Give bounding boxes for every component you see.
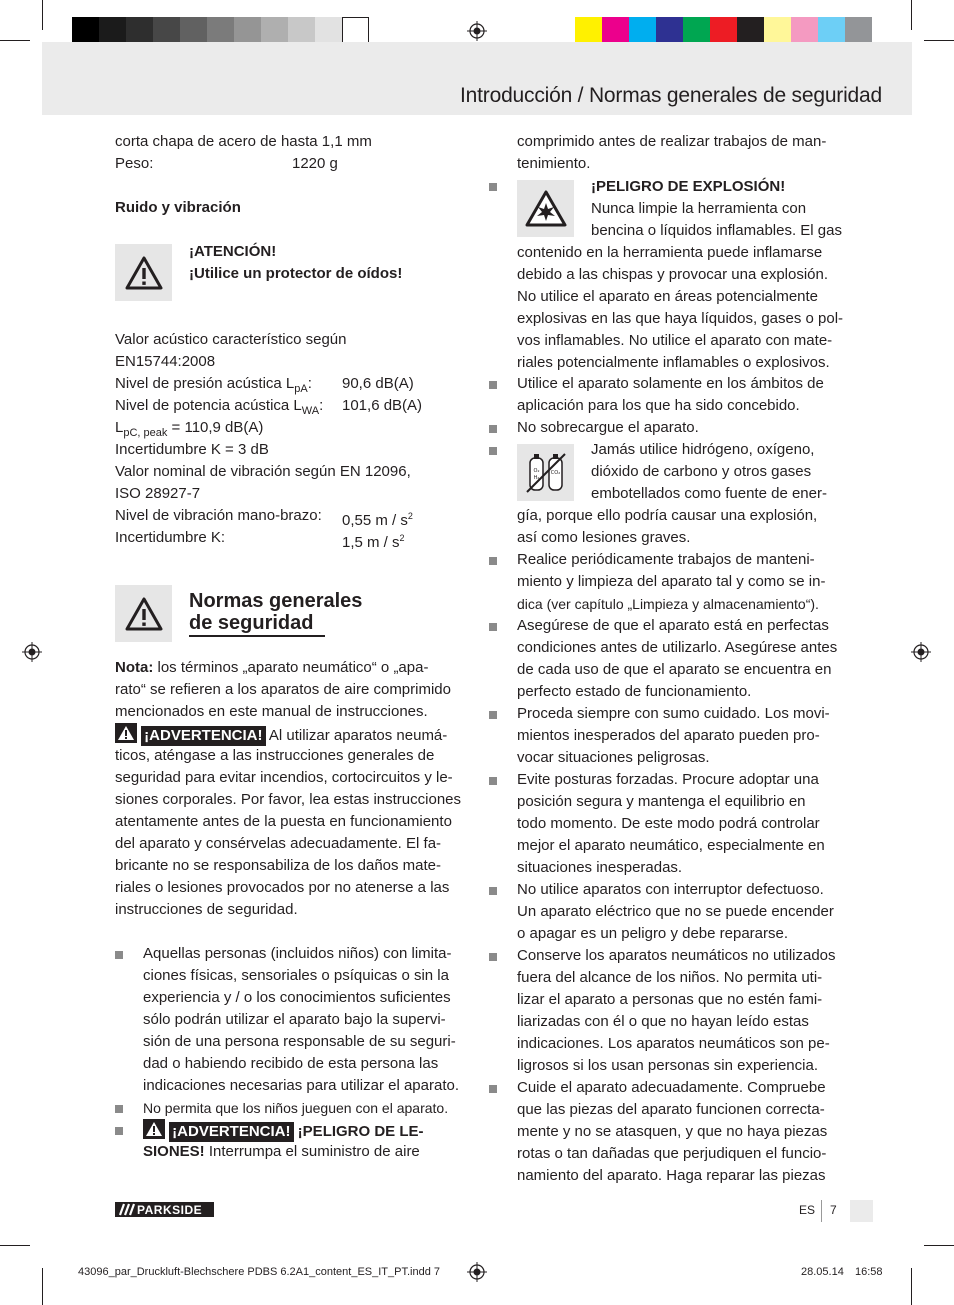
explosion-warning-icon: [524, 189, 568, 229]
text-line: dióxido de carbono y otros gases: [591, 463, 812, 480]
bullet-icon: [115, 951, 123, 959]
crop-mark: [911, 0, 912, 30]
acoustic-line: Valor acústico característico según: [115, 331, 347, 348]
registration-mark-icon: [467, 21, 487, 41]
bullet-icon: [489, 711, 497, 719]
list-item: Conserve los aparatos neumáticos no utilizados: [517, 947, 836, 964]
list-item: Utilice el aparato solamente en los ámbitos de: [517, 375, 824, 392]
uncertainty-noise: Incertidumbre K = 3 dB: [115, 441, 269, 458]
bullet-icon: [489, 183, 497, 191]
warning-line: bricante no se responsabiliza de los daños mate-: [115, 857, 442, 874]
advertencia-badge: ¡ADVERTENCIA!: [141, 726, 265, 746]
text-line: No utilice el aparato en áreas potencialmente: [517, 288, 819, 305]
registration-mark-icon: [911, 642, 931, 662]
pressure-value: 90,6 dB(A): [342, 375, 414, 392]
list-item: mejor el aparato neumático, especialmente en: [517, 837, 825, 854]
gas-cylinders-prohibited-icon: [523, 450, 569, 496]
list-item: dica (ver capítulo „Limpieza y almacenamiento“).: [517, 596, 819, 612]
bullet-icon: [489, 1085, 497, 1093]
text-line: tenimiento.: [517, 155, 591, 172]
gas-warning-box: [517, 444, 574, 501]
bullet-icon: [489, 953, 497, 961]
divider: [821, 1200, 822, 1222]
section-heading-cont: de seguridad: [189, 612, 314, 634]
crop-mark: [42, 0, 43, 30]
page-number: 7: [830, 1203, 837, 1217]
list-item: mente y no se atasquen, y que no haya piezas: [517, 1123, 828, 1140]
list-item: experiencia y / o los conocimientos suficientes: [143, 989, 451, 1006]
list-item: de cada uso de que el aparato se encuentra en: [517, 661, 832, 678]
bullet-icon: [489, 425, 497, 433]
bullet-icon: [489, 557, 497, 565]
logo-stripes-icon: [115, 1202, 137, 1217]
list-item: todo momento. De este modo podrá controlar: [517, 815, 820, 832]
hand-arm-label: Nivel de vibración mano-brazo:: [115, 507, 322, 524]
list-item: No sobrecargue el aparato.: [517, 419, 699, 436]
uncertainty-vibration-label: Incertidumbre K:: [115, 529, 226, 546]
text-line: vos inflamables. No utilice el aparato con mate-: [517, 332, 833, 349]
list-item: fuera del alcance de los niños. No permita uti-: [517, 969, 823, 986]
power-value: 101,6 dB(A): [342, 397, 423, 414]
list-item: namiento del aparato. Haga reparar las piezas: [517, 1167, 826, 1184]
list-item: rotas o tan dañadas que perjudiquen el funcio-: [517, 1145, 827, 1162]
list-item: Cuide el aparato adecuadamente. Compruebe: [517, 1079, 826, 1096]
svg-text:H₂: H₂: [533, 474, 539, 481]
text-line: debido a las chispas y provocar una explosión.: [517, 266, 829, 283]
bullet-icon: [489, 777, 497, 785]
list-item: Realice periódicamente trabajos de manteni-: [517, 551, 815, 568]
page-tab: [850, 1200, 873, 1222]
bullet-icon: [489, 623, 497, 631]
text-line: riales potencialmente inflamables o explosivos.: [517, 354, 830, 371]
noise-heading: Ruido y vibración: [115, 199, 241, 216]
vibration-line: Valor nominal de vibración según EN 12096,: [115, 463, 411, 480]
list-item: lizar el aparato a personas que no estén fami-: [517, 991, 823, 1008]
warning-line: ticos, aténgase a las instrucciones generales de: [115, 747, 435, 764]
crop-mark: [0, 1245, 30, 1246]
list-item: perfecto estado de funcionamiento.: [517, 683, 752, 700]
section-heading: Normas generales: [189, 590, 363, 612]
spec-line: corta chapa de acero de hasta 1,1 mm: [115, 133, 372, 150]
explosion-heading: ¡PELIGRO DE EXPLOSIÓN!: [591, 178, 786, 195]
pressure-label: Nivel de presión acústica $L_{pA}$:: [115, 375, 312, 395]
language-code: ES: [799, 1203, 816, 1217]
list-item: indicaciones. Los aparatos neumáticos son pe-: [517, 1035, 830, 1052]
print-time: 16:58: [855, 1266, 883, 1278]
list-item: sión de una persona responsable de su seguri-: [143, 1033, 456, 1050]
peak-level: $L_{pC, peak} = 110,9$ dB(A): [115, 419, 264, 439]
list-item: ¡ADVERTENCIA! ¡PELIGRO DE LE-: [143, 1119, 424, 1143]
svg-text:CO₂: CO₂: [550, 469, 560, 476]
warning-line: del aparato y consérvelas adecuadamente. El fa-: [115, 835, 442, 852]
bullet-icon: [489, 887, 497, 895]
bullet-icon: [115, 1105, 123, 1113]
page-title: Introducción / Normas generales de seguridad: [460, 84, 882, 107]
list-item: vocar situaciones peligrosas.: [517, 749, 710, 766]
warning-triangle-icon: [124, 255, 164, 291]
warning-box: [115, 585, 172, 642]
acoustic-standard: EN15744:2008: [115, 353, 216, 370]
text-line: bencina o líquidos inflamables. El gas: [591, 222, 842, 239]
advertencia-badge: ¡ADVERTENCIA!: [169, 1122, 293, 1142]
attention-text: ¡Utilice un protector de oídos!: [189, 265, 403, 282]
weight-value: 1220 g: [292, 155, 338, 172]
crop-mark: [924, 40, 954, 41]
text-line: gía, porque ello podría causar una explosión,: [517, 507, 818, 524]
file-name: 43096_par_Druckluft-Blechschere PDBS 6.2A1_content_ES_IT_PT.indd 7: [78, 1266, 440, 1278]
crop-mark: [924, 1245, 954, 1246]
warning-triangle-icon: [143, 1119, 165, 1139]
crop-mark: [0, 40, 30, 41]
warning-line: atentamente antes de la puesta en funcionamiento: [115, 813, 452, 830]
list-item: situaciones inesperadas.: [517, 859, 683, 876]
list-item: liarizadas con él o que no hayan leído estas: [517, 1013, 809, 1030]
list-item: posición segura y mantenga el equilibrio en: [517, 793, 806, 810]
list-item: Proceda siempre con sumo cuidado. Los movi-: [517, 705, 830, 722]
text-line: embotellados como fuente de ener-: [591, 485, 827, 502]
text-line: así como lesiones graves.: [517, 529, 691, 546]
vibration-standard: ISO 28927-7: [115, 485, 201, 502]
list-item: Un aparato eléctrico que no se puede encender: [517, 903, 834, 920]
warning-triangle-icon: [124, 596, 164, 632]
text-line: contenido en la herramienta puede inflamarse: [517, 244, 823, 261]
crop-mark: [911, 1268, 912, 1305]
list-item: ligrosos si los usan personas sin experiencia.: [517, 1057, 818, 1074]
svg-text:O₂: O₂: [533, 467, 539, 474]
list-item: dad o habiendo recibido de esta persona las: [143, 1055, 439, 1072]
explosion-warning-box: [517, 180, 574, 237]
list-item: condiciones antes de utilizarlo. Asegúrese antes: [517, 639, 838, 656]
registration-mark-icon: [467, 1262, 487, 1282]
crop-mark: [42, 1268, 43, 1305]
list-item: Aquellas personas (incluidos niños) con limita-: [143, 945, 452, 962]
text-line: explosivas en las que haya líquidos, gases o pol-: [517, 310, 844, 327]
note-line: mencionados en este manual de instrucciones.: [115, 703, 428, 720]
power-label: Nivel de potencia acústica $L_{WA}$:: [115, 397, 324, 417]
list-item: Evite posturas forzadas. Procure adoptar una: [517, 771, 819, 788]
hand-arm-value: 0,55 m / $s^2$: [342, 511, 413, 529]
warning-line: ¡ADVERTENCIA! Al utilizar aparatos neumá-: [115, 723, 447, 747]
attention-title: ¡ATENCIÓN!: [189, 243, 277, 260]
list-item: aplicación para los que ha sido concebido.: [517, 397, 800, 414]
parkside-logo: PARKSIDE: [115, 1202, 214, 1217]
bullet-icon: [115, 1127, 123, 1135]
list-item: SIONES! Interrumpa el suministro de aire: [143, 1143, 420, 1160]
warning-box: [115, 244, 172, 301]
warning-line: riales o lesiones provocados por no atenerse a las: [115, 879, 450, 896]
warning-triangle-icon: [115, 723, 137, 743]
warning-line: instrucciones de seguridad.: [115, 901, 298, 918]
text-line: comprimido antes de realizar trabajos de man-: [517, 133, 827, 150]
print-date: 28.05.14: [801, 1266, 844, 1278]
list-item: ciones físicas, sensoriales o psíquicas o sin la: [143, 967, 449, 984]
weight-label: Peso:: [115, 155, 154, 172]
registration-mark-icon: [22, 642, 42, 662]
uncertainty-vibration-value: 1,5 m / $s^2$: [342, 533, 405, 551]
text-line: Nunca limpie la herramienta con: [591, 200, 807, 217]
list-item: Asegúrese de que el aparato está en perfectas: [517, 617, 829, 634]
list-item: No permita que los niños jueguen con el aparato.: [143, 1100, 449, 1116]
text-line: Jamás utilice hidrógeno, oxígeno,: [591, 441, 815, 458]
list-item: miento y limpieza del aparato tal y como se in-: [517, 573, 826, 590]
list-item: que las piezas del aparato funcionen correcta-: [517, 1101, 825, 1118]
list-item: indicaciones necesarias para utilizar el aparato.: [143, 1077, 460, 1094]
warning-line: siones corporales. Por favor, lea estas instrucciones: [115, 791, 462, 808]
list-item: o apagar es un peligro y debe repararse.: [517, 925, 789, 942]
note-line: Nota: los términos „aparato neumático“ o „apa-: [115, 659, 429, 676]
heading-underline: [189, 635, 325, 637]
list-item: mientos inesperados del aparato pueden pro-: [517, 727, 820, 744]
list-item: No utilice aparatos con interruptor defectuoso.: [517, 881, 824, 898]
bullet-icon: [489, 381, 497, 389]
warning-line: seguridad para evitar incendios, cortocircuitos y le-: [115, 769, 453, 786]
list-item: sólo podrán utilizar el aparato bajo la supervi-: [143, 1011, 446, 1028]
bullet-icon: [489, 447, 497, 455]
note-line: rato“ se refieren a los aparatos de aire comprimido: [115, 681, 451, 698]
